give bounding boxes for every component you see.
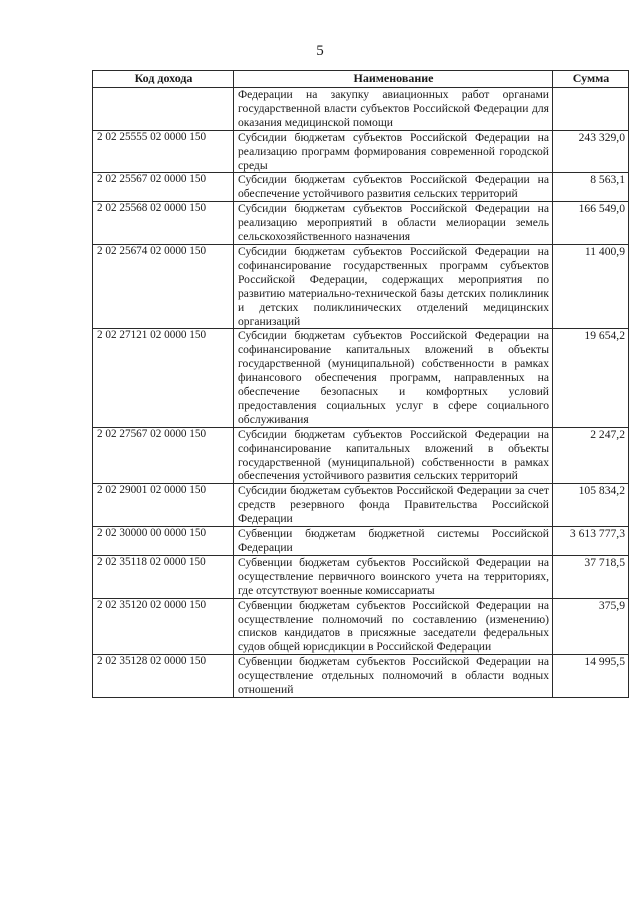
income-sum: 166 549,0	[553, 202, 629, 245]
income-name: Субвенции бюджетам субъектов Российской Федерации на осуществление первичного воинского учета на территориях, где отсутствуют военные комиссариаты	[234, 555, 553, 598]
income-name: Субсидии бюджетам субъектов Российской Федерации на реализацию программ формирования современной городской среды	[234, 130, 553, 173]
income-sum	[553, 88, 629, 131]
income-name: Субсидии бюджетам субъектов Российской Федерации на обеспечение устойчивого развития сельских территорий	[234, 173, 553, 202]
income-sum: 3 613 777,3	[553, 527, 629, 556]
table-row	[93, 130, 629, 173]
table-row	[93, 598, 629, 655]
table-row	[93, 484, 629, 527]
column-header-code: Код дохода	[93, 71, 234, 88]
table-row	[93, 427, 629, 484]
revenue-table	[92, 70, 629, 698]
income-code: 2 02 35128 02 0000 150	[93, 655, 234, 698]
table-row	[93, 527, 629, 556]
income-code: 2 02 25568 02 0000 150	[93, 202, 234, 245]
income-code: 2 02 35120 02 0000 150	[93, 598, 234, 655]
income-code: 2 02 27121 02 0000 150	[93, 329, 234, 427]
income-code: 2 02 30000 00 0000 150	[93, 527, 234, 556]
income-sum: 2 247,2	[553, 427, 629, 484]
income-code	[93, 88, 234, 131]
income-sum: 11 400,9	[553, 244, 629, 328]
table-row	[93, 329, 629, 427]
income-name: Субвенции бюджетам субъектов Российской Федерации на осуществление отдельных полномочий в области водных отношений	[234, 655, 553, 698]
table-row	[93, 655, 629, 698]
income-code: 2 02 27567 02 0000 150	[93, 427, 234, 484]
table-row	[93, 88, 629, 131]
table-row	[93, 202, 629, 245]
income-code: 2 02 29001 02 0000 150	[93, 484, 234, 527]
table-row	[93, 173, 629, 202]
income-name: Субсидии бюджетам субъектов Российской Федерации за счет средств резервного фонда Правительства Российской Федерации	[234, 484, 553, 527]
income-sum: 105 834,2	[553, 484, 629, 527]
income-name: Субсидии бюджетам субъектов Российской Федерации на реализацию мероприятий в области мелиорации земель сельскохозяйственного назначения	[234, 202, 553, 245]
table-row	[93, 244, 629, 328]
income-name: Субвенции бюджетам субъектов Российской Федерации на осуществление полномочий по составлению (изменению) списков кандидатов в присяжные заседатели федеральных судов общей юрисдикции в Российской Федерации	[234, 598, 553, 655]
page-number: 5	[316, 43, 324, 59]
income-sum: 243 329,0	[553, 130, 629, 173]
column-header-sum: Сумма	[553, 71, 629, 88]
income-name: Субсидии бюджетам субъектов Российской Федерации на софинансирование капитальных вложений в объекты государственной (муниципальной) собственности в рамках финансового обеспечения программ, направленных на обеспечение безопасных и комфортных условий предоставления социальных услуг в сфере социального обслуживания	[234, 329, 553, 427]
income-sum: 375,9	[553, 598, 629, 655]
table-row	[93, 555, 629, 598]
income-sum: 19 654,2	[553, 329, 629, 427]
column-header-name: Наименование	[234, 71, 553, 88]
income-name: Субвенции бюджетам бюджетной системы Российской Федерации	[234, 527, 553, 556]
income-code: 2 02 35118 02 0000 150	[93, 555, 234, 598]
income-name: Федерации на закупку авиационных работ органами государственной власти субъектов Российской Федерации для оказания медицинской помощи	[234, 88, 553, 131]
income-name: Субсидии бюджетам субъектов Российской Федерации на софинансирование капитальных вложений в объекты государственной (муниципальной) собственности в рамках обеспечения устойчивого развития сельских территорий	[234, 427, 553, 484]
income-sum: 37 718,5	[553, 555, 629, 598]
income-sum: 8 563,1	[553, 173, 629, 202]
income-code: 2 02 25674 02 0000 150	[93, 244, 234, 328]
income-sum: 14 995,5	[553, 655, 629, 698]
income-code: 2 02 25555 02 0000 150	[93, 130, 234, 173]
income-code: 2 02 25567 02 0000 150	[93, 173, 234, 202]
income-name: Субсидии бюджетам субъектов Российской Федерации на софинансирование государственных программ субъектов Российской Федерации, содержащих мероприятия по развитию материально-технической базы детских поликлиник и детских поликлинических отделений медицинских организаций	[234, 244, 553, 328]
table-header-row	[93, 71, 629, 88]
